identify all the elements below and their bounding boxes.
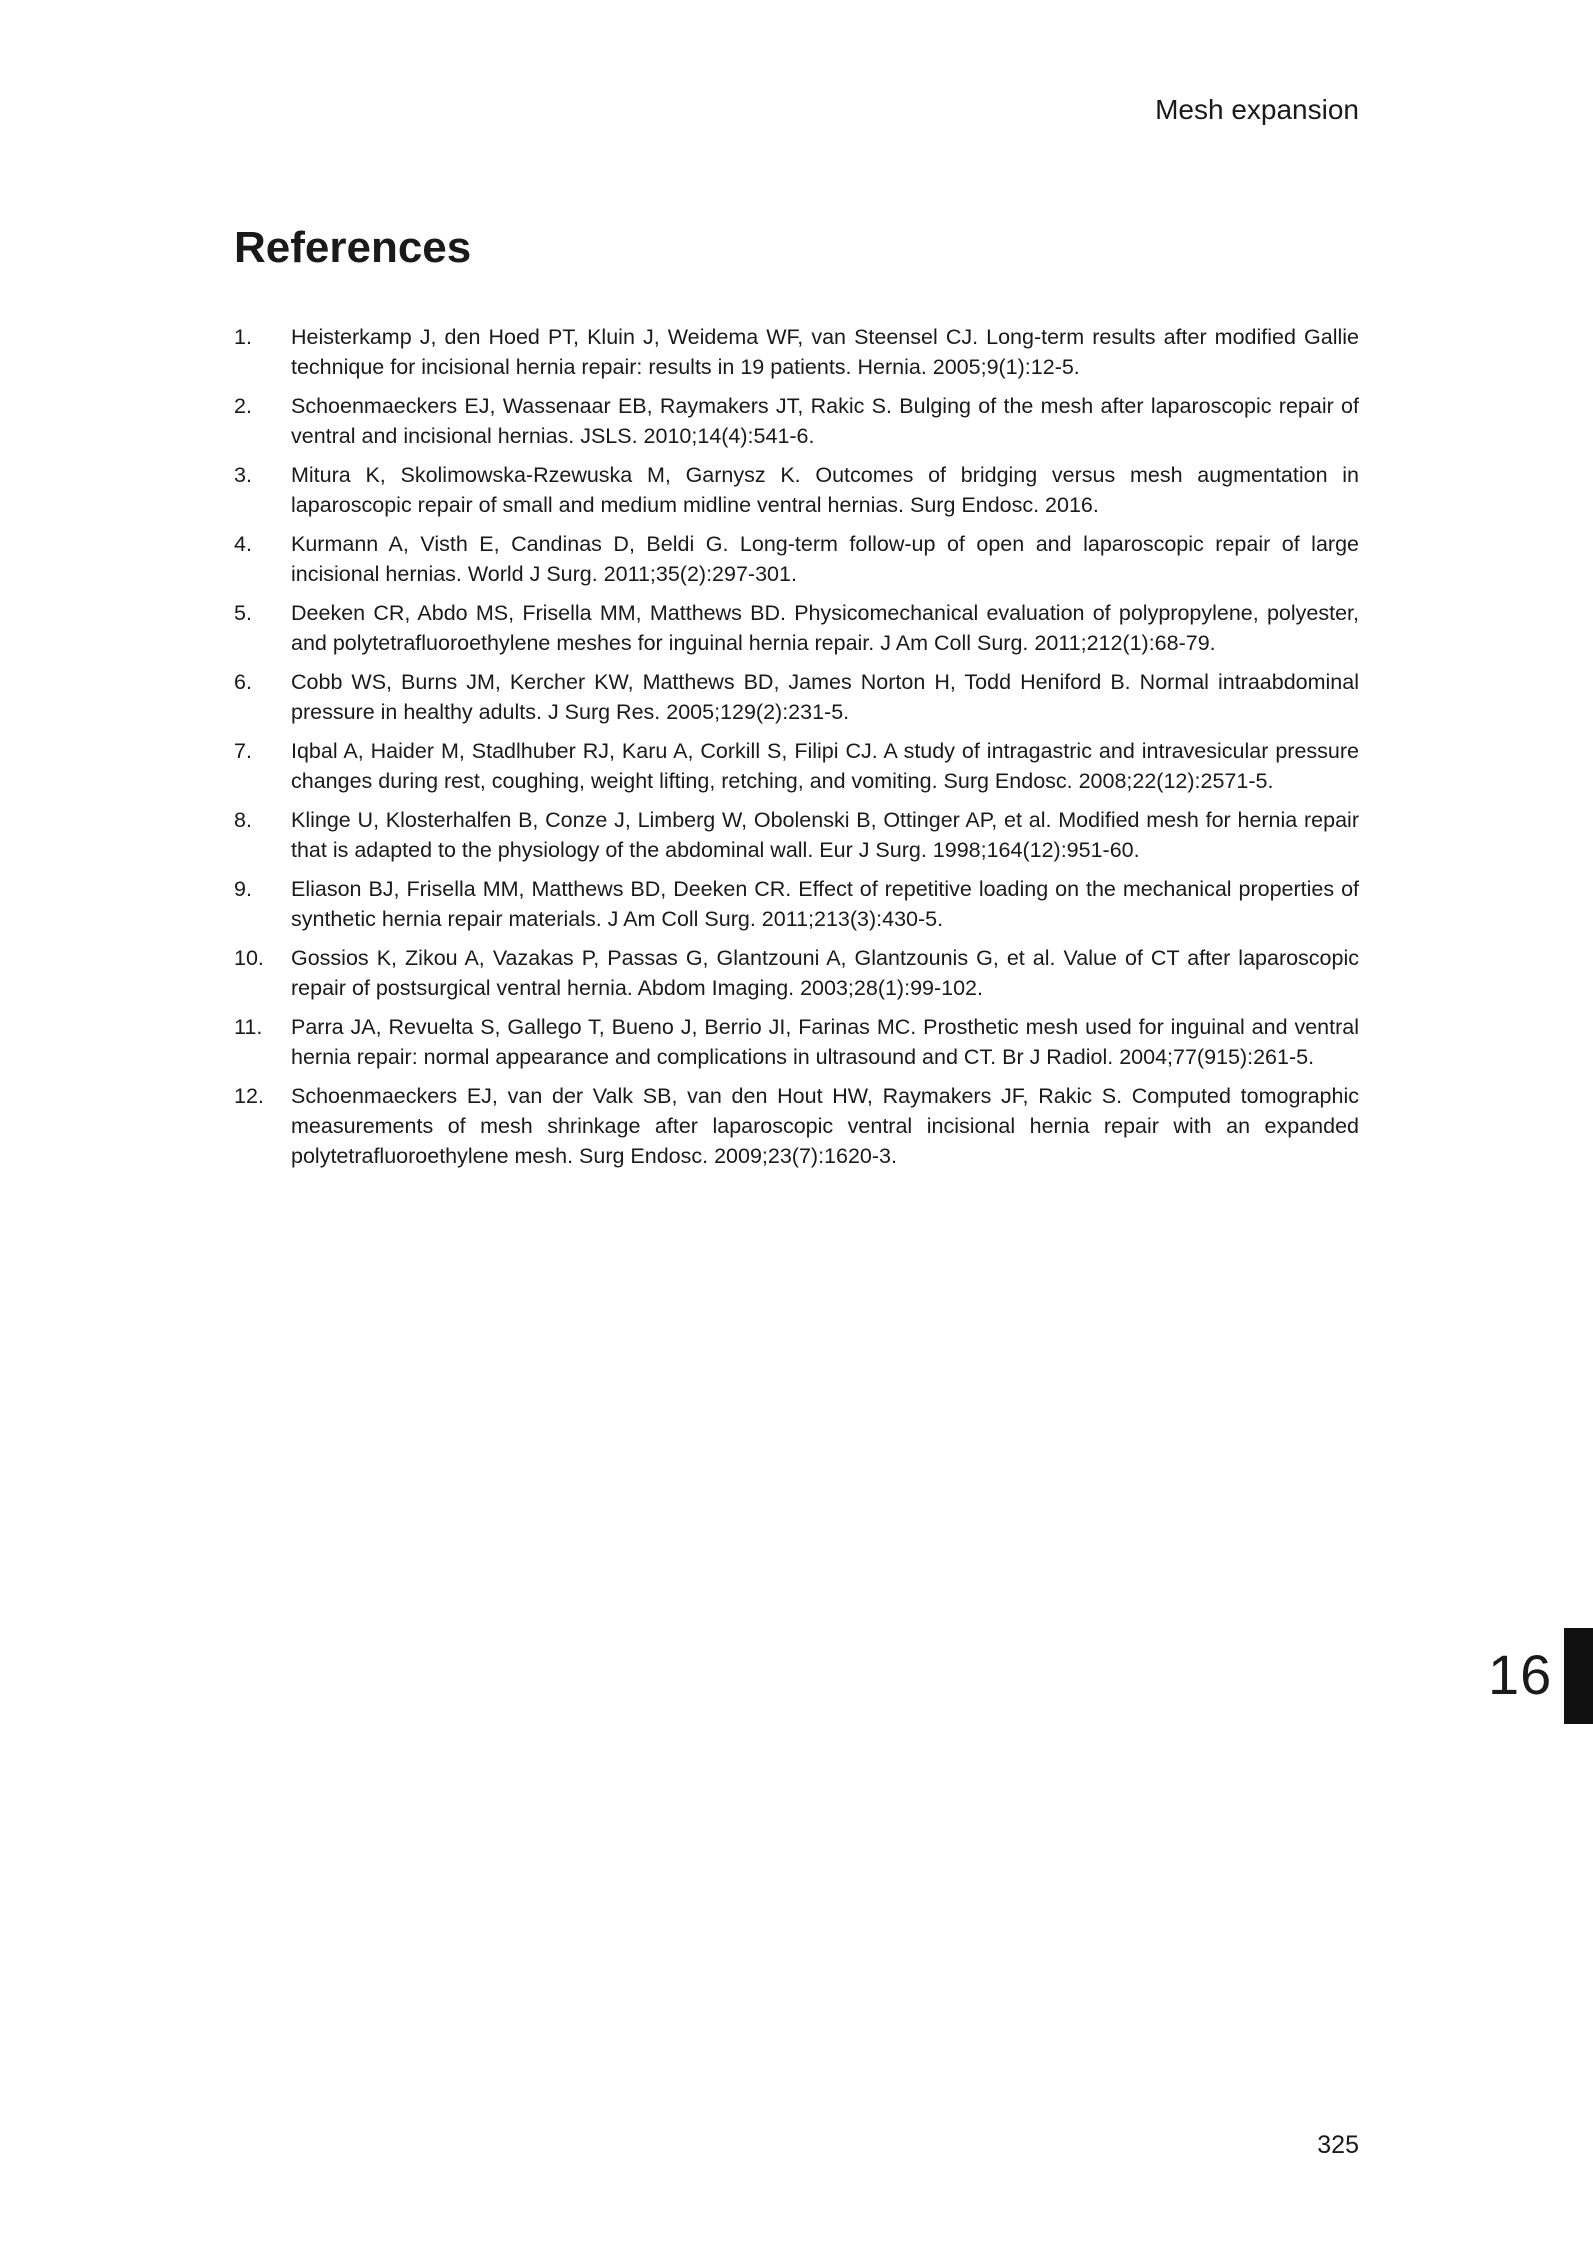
reference-number: 6. (234, 670, 252, 694)
reference-text: Iqbal A, Haider M, Stadlhuber RJ, Karu A, Corkill S, Filipi CJ. A study of intragastric and intravesicular pressure changes during rest, coughing, weight lifting, retching, and vomiting. Surg Endosc. 2008;22(12):2571-5. (291, 739, 1359, 793)
chapter-tab (1488, 1628, 1593, 1724)
reference-item (234, 943, 1359, 1003)
running-header: Mesh expansion (1155, 94, 1359, 125)
reference-text: Cobb WS, Burns JM, Kercher KW, Matthews BD, James Norton H, Todd Heniford B. Normal intraabdominal pressure in healthy adults. J Surg Res. 2005;129(2):231-5. (291, 670, 1359, 724)
reference-item (234, 667, 1359, 727)
reference-number: 8. (234, 808, 252, 832)
reference-text: Kurmann A, Visth E, Candinas D, Beldi G. Long-term follow-up of open and laparoscopic repair of large incisional hernias. World J Surg. 2011;35(2):297-301. (291, 532, 1359, 586)
reference-item (234, 1012, 1359, 1072)
reference-number: 5. (234, 601, 252, 625)
reference-item (234, 736, 1359, 796)
reference-item (234, 460, 1359, 520)
reference-text: Klinge U, Klosterhalfen B, Conze J, Limberg W, Obolenski B, Ottinger AP, et al. Modified mesh for hernia repair that is adapted to the physiology of the abdominal wall. Eur J Surg. 1998;164(12):951-60. (291, 808, 1359, 862)
chapter-number: 16 (1488, 1643, 1553, 1706)
reference-text: Deeken CR, Abdo MS, Frisella MM, Matthews BD. Physicomechanical evaluation of polypropylene, polyester, and polytetrafluoroethylene meshes for inguinal hernia repair. J Am Coll Surg. 2011;212(1):68-79. (291, 601, 1359, 655)
reference-item (234, 805, 1359, 865)
reference-item (234, 874, 1359, 934)
reference-item (234, 598, 1359, 658)
reference-text: Eliason BJ, Frisella MM, Matthews BD, Deeken CR. Effect of repetitive loading on the mechanical properties of synthetic hernia repair materials. J Am Coll Surg. 2011;213(3):430-5. (291, 877, 1359, 931)
reference-item (234, 529, 1359, 589)
reference-text: Mitura K, Skolimowska-Rzewuska M, Garnysz K. Outcomes of bridging versus mesh augmentation in laparoscopic repair of small and medium midline ventral hernias. Surg Endosc. 2016. (291, 463, 1359, 517)
reference-item (234, 391, 1359, 451)
reference-text: Gossios K, Zikou A, Vazakas P, Passas G, Glantzouni A, Glantzounis G, et al. Value of CT after laparoscopic repair of postsurgical ventral hernia. Abdom Imaging. 2003;28(1):99-102. (291, 946, 1359, 1000)
page-number: 325 (1317, 2131, 1359, 2159)
reference-number: 10. (234, 946, 264, 970)
reference-number: 7. (234, 739, 252, 763)
reference-text: Parra JA, Revuelta S, Gallego T, Bueno J, Berrio JI, Farinas MC. Prosthetic mesh used for inguinal and ventral hernia repair: normal appearance and complications in ultrasound and CT. Br J Radiol. 2004;77(915):261-5. (291, 1015, 1359, 1069)
section-title: References (234, 223, 472, 272)
chapter-thumb-bar (1564, 1628, 1593, 1724)
reference-text: Schoenmaeckers EJ, van der Valk SB, van den Hout HW, Raymakers JF, Rakic S. Computed tomographic measurements of mesh shrinkage after laparoscopic ventral incisional hernia repair with an expanded polytetrafluoroethylene mesh. Surg Endosc. 2009;23(7):1620-3. (291, 1084, 1359, 1168)
reference-number: 9. (234, 877, 252, 901)
reference-text: Schoenmaeckers EJ, Wassenaar EB, Raymakers JT, Rakic S. Bulging of the mesh after laparoscopic repair of ventral and incisional hernias. JSLS. 2010;14(4):541-6. (291, 394, 1359, 448)
reference-number: 4. (234, 532, 252, 556)
reference-list (234, 322, 1359, 1180)
reference-item (234, 322, 1359, 382)
reference-number: 11. (234, 1015, 263, 1039)
reference-item (234, 1081, 1359, 1171)
reference-number: 2. (234, 394, 252, 418)
reference-number: 12. (234, 1084, 264, 1108)
reference-text: Heisterkamp J, den Hoed PT, Kluin J, Weidema WF, van Steensel CJ. Long-term results after modified Gallie technique for incisional hernia repair: results in 19 patients. Hernia. 2005;9(1):12-5. (291, 325, 1359, 379)
reference-number: 1. (234, 325, 252, 349)
reference-number: 3. (234, 463, 252, 487)
